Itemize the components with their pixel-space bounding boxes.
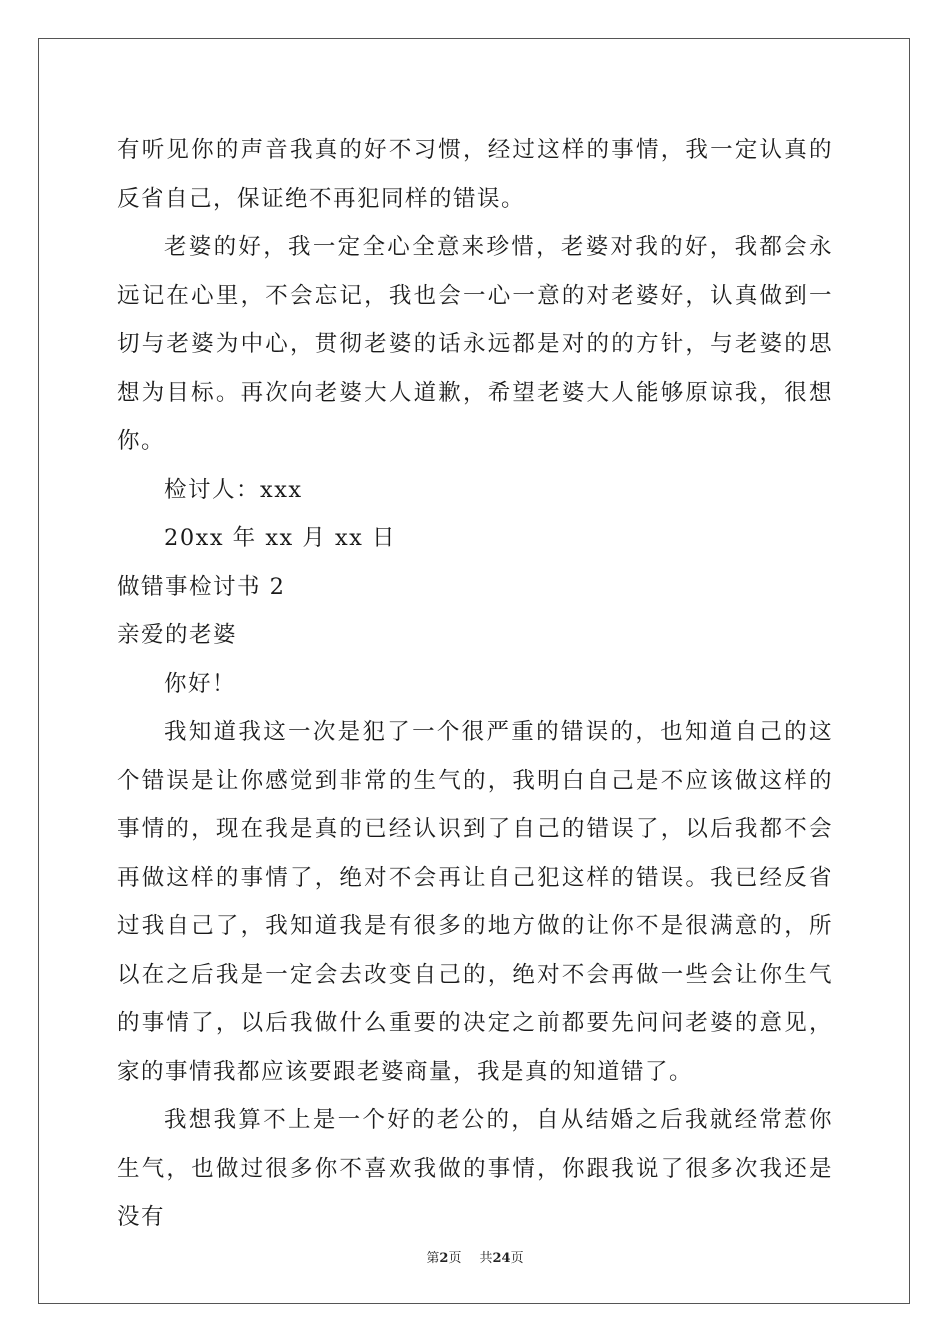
page-prefix: 第 [426, 1251, 440, 1266]
paragraph: 我知道我这一次是犯了一个很严重的错误的，也知道自己的这个错误是让你感觉到非常的生气的，我明白自己是不应该做这样的事情的，现在我是真的已经认识到了自己的错误了，以后我都不会再做这样的事情了，绝对不会再让自己犯这样的错误。我已经反省过我自己了，我知道我是有很多的地方做的让你不是很满意的，所以在之后我是一定会去改变自己的，绝对不会再做一些会让你生气的事情了，以后我做什么重要的决定之前都要先问问老婆的意见，家的事情我都应该要跟老婆商量，我是真的知道错了。 [117, 719, 833, 1085]
paragraph: 老婆的好，我一定全心全意来珍惜，老婆对我的好，我都会永远记在心里，不会忘记，我也会一心一意的对老婆好，认真做到一切与老婆为中心，贯彻老婆的话永远都是对的的方针，与老婆的思想为目标。再次向老婆大人道歉，希望老婆大人能够原谅我，很想你。 [117, 234, 833, 454]
paragraph: 有听见你的声音我真的好不习惯，经过这样的事情，我一定认真的反省自己，保证绝不再犯同样的错误。 [117, 137, 833, 212]
page-number: 2 [439, 1251, 449, 1266]
total-suffix: 页 [510, 1251, 524, 1266]
date-line: 20xx 年 xx 月 xx 日 [164, 525, 397, 551]
total-prefix: 共 [479, 1251, 493, 1266]
page-suffix: 页 [448, 1251, 462, 1266]
total-pages: 24 [492, 1251, 511, 1266]
page-footer [0, 1247, 950, 1266]
greeting: 你好！ [164, 670, 237, 697]
document-body [117, 126, 833, 1242]
paragraph: 我想我算不上是一个好的老公的，自从结婚之后我就经常惹你生气，也做过很多你不喜欢我做的事情，你跟我说了很多次我还是没有 [117, 1107, 833, 1230]
signature-line: 检讨人：xxx [164, 476, 303, 503]
section-title: 做错事检讨书 2 [117, 573, 286, 600]
salutation: 亲爱的老婆 [117, 622, 238, 648]
